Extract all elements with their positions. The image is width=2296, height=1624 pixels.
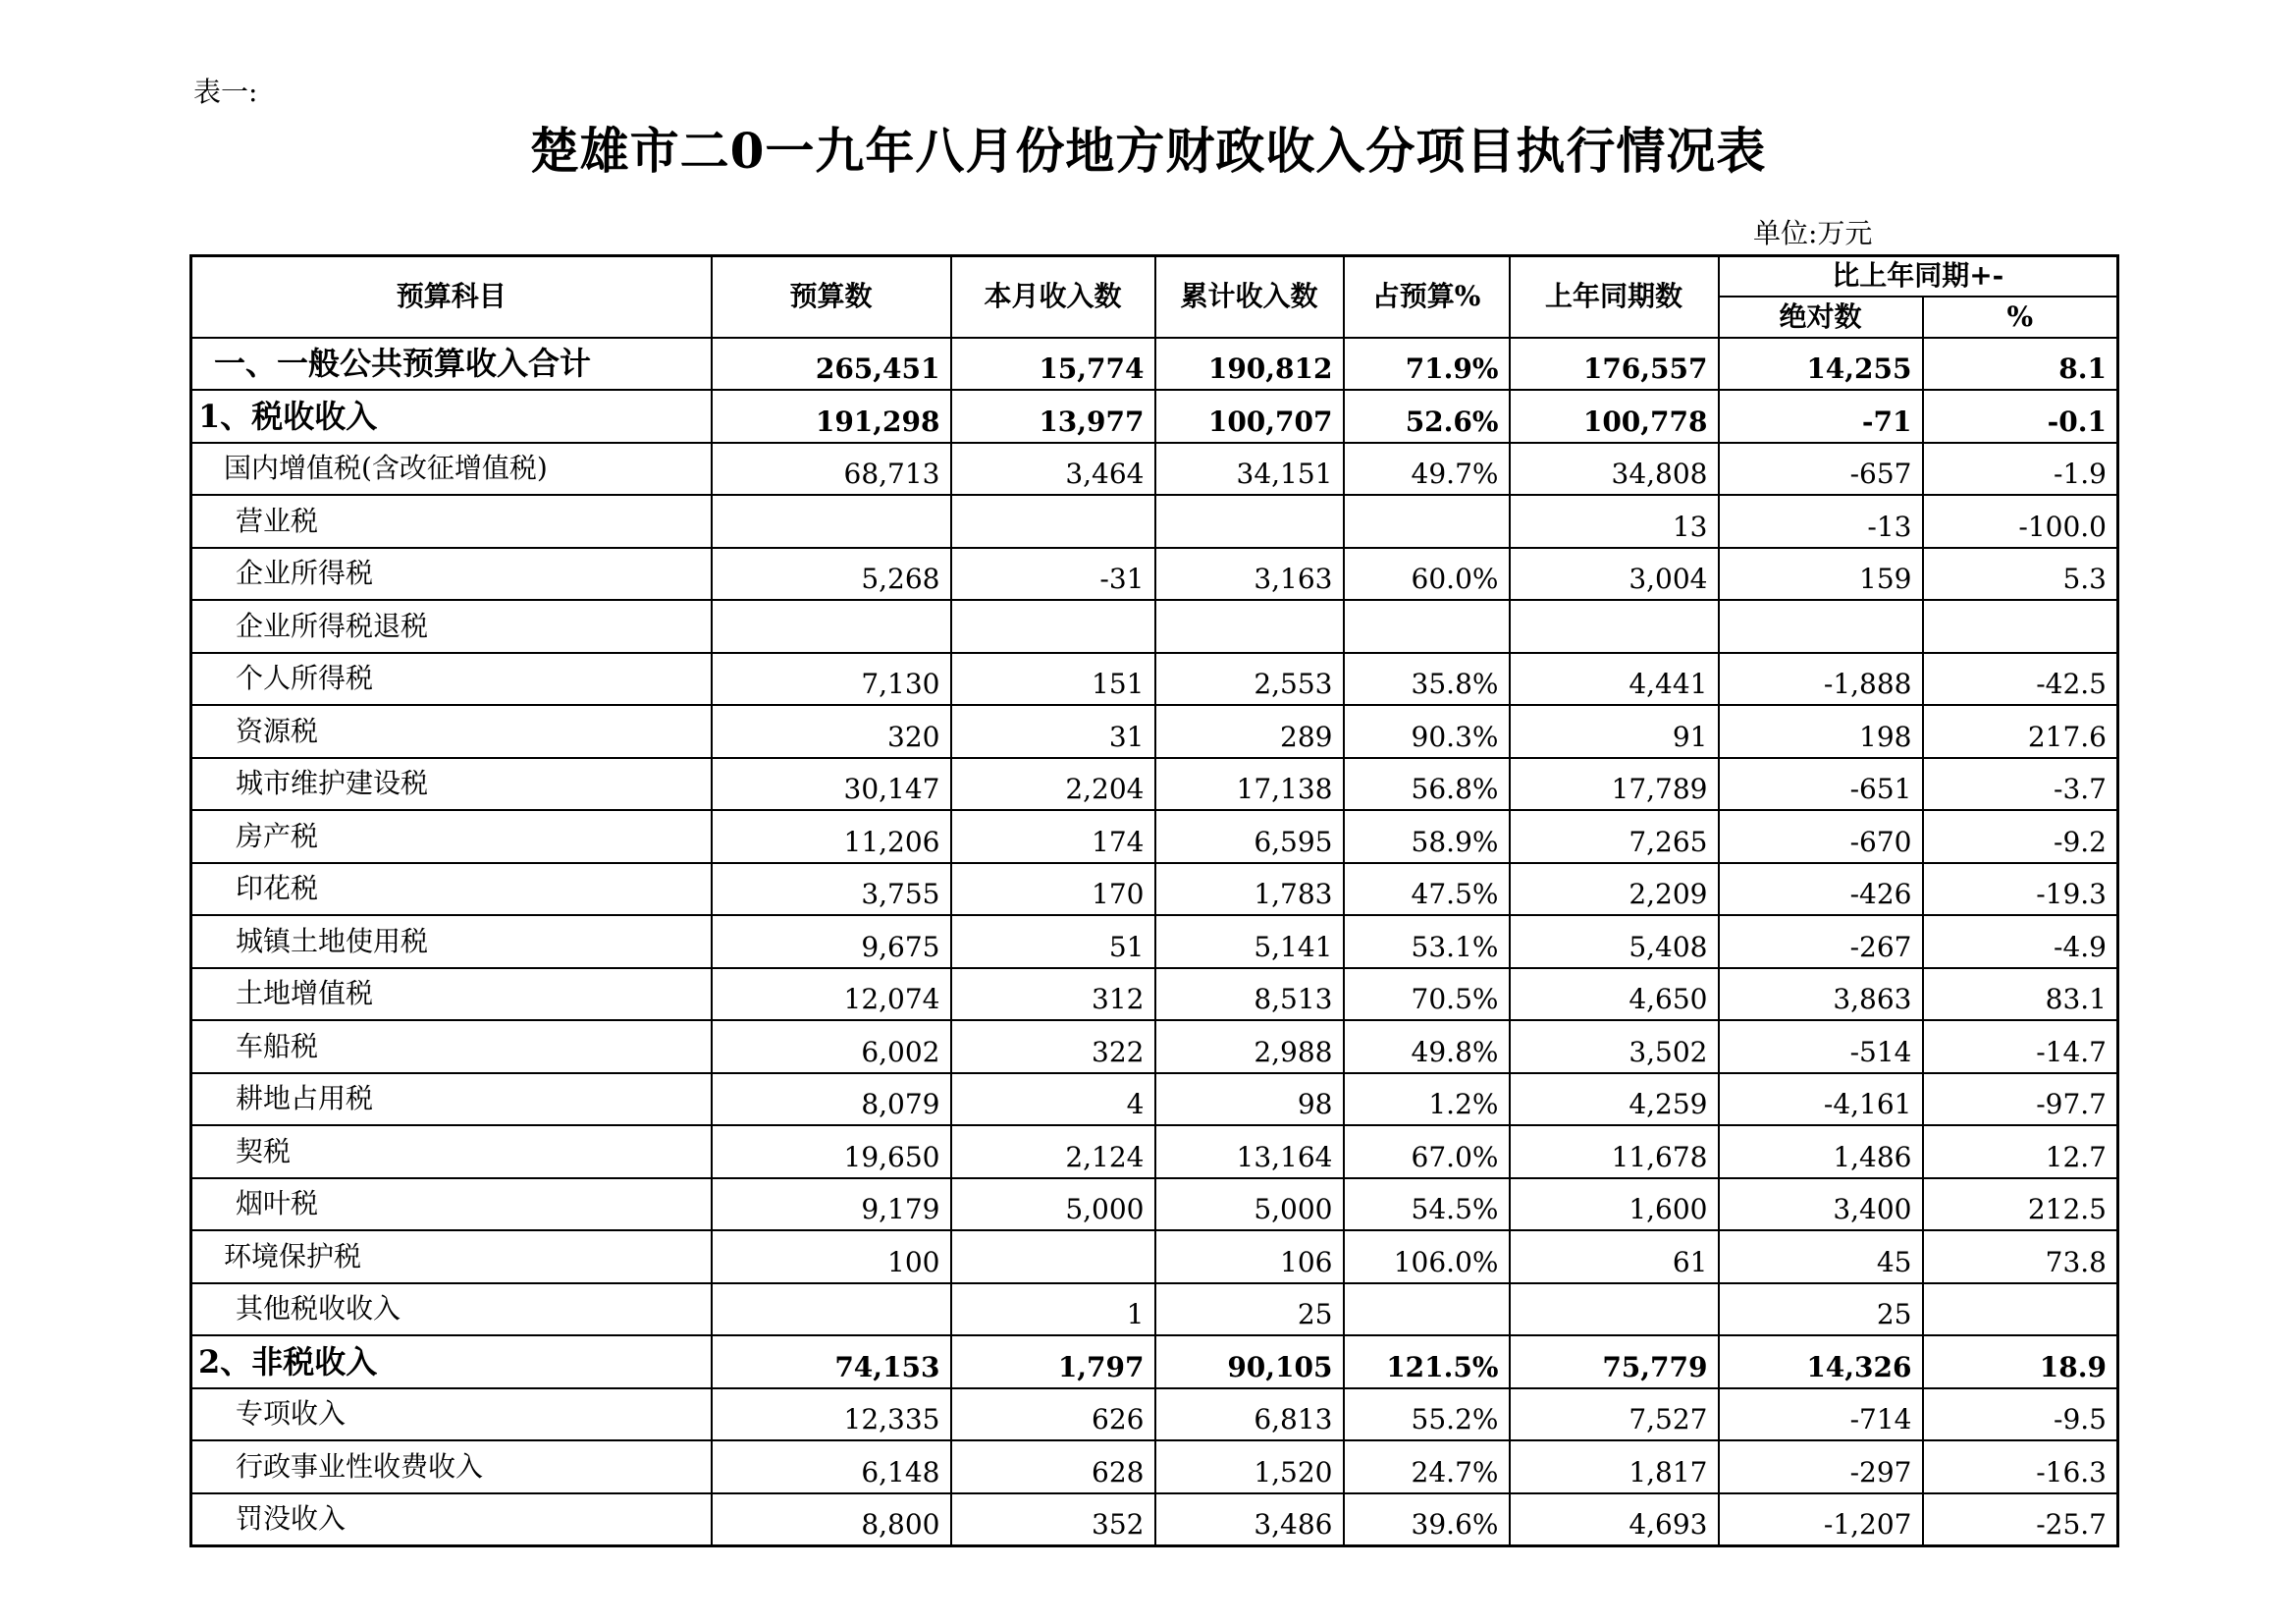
cell-item: 罚没收入 — [191, 1493, 712, 1546]
cell-percent — [1923, 1283, 2118, 1336]
cell-cumulative: 289 — [1155, 705, 1344, 758]
cell-percent: 18.9 — [1923, 1335, 2118, 1388]
cell-month: 1,797 — [951, 1335, 1155, 1388]
cell-prior-year — [1510, 1283, 1719, 1336]
cell-prior-year: 13 — [1510, 495, 1719, 548]
table-row — [191, 1493, 2118, 1546]
cell-budget: 320 — [712, 705, 951, 758]
cell-absolute: -4,161 — [1719, 1073, 1923, 1126]
cell-budget: 19,650 — [712, 1125, 951, 1178]
cell-item: 印花税 — [191, 863, 712, 916]
table-row — [191, 915, 2118, 968]
cell-month — [951, 600, 1155, 653]
cell-cumulative: 2,988 — [1155, 1020, 1344, 1073]
cell-percent: 83.1 — [1923, 968, 2118, 1021]
cell-budget: 9,179 — [712, 1178, 951, 1231]
header-budget: 预算数 — [712, 256, 951, 338]
document-title: 楚雄市二0一九年八月份地方财政收入分项目执行情况表 — [529, 122, 1767, 180]
cell-percent: -16.3 — [1923, 1440, 2118, 1493]
cell-prior-year: 34,808 — [1510, 443, 1719, 496]
table-row — [191, 1178, 2118, 1231]
cell-cumulative: 6,813 — [1155, 1388, 1344, 1441]
cell-pct-budget: 39.6% — [1344, 1493, 1510, 1546]
cell-cumulative: 3,163 — [1155, 548, 1344, 601]
cell-prior-year: 1,817 — [1510, 1440, 1719, 1493]
cell-item: 1、税收收入 — [191, 390, 712, 443]
cell-budget: 6,002 — [712, 1020, 951, 1073]
cell-item: 耕地占用税 — [191, 1073, 712, 1126]
table-row — [191, 1283, 2118, 1336]
cell-cumulative: 6,595 — [1155, 810, 1344, 863]
cell-month — [951, 1230, 1155, 1283]
cell-prior-year: 3,502 — [1510, 1020, 1719, 1073]
cell-absolute — [1719, 600, 1923, 653]
cell-item: 环境保护税 — [191, 1230, 712, 1283]
cell-budget: 30,147 — [712, 758, 951, 811]
table-row — [191, 548, 2118, 601]
cell-pct-budget: 70.5% — [1344, 968, 1510, 1021]
cell-percent: -97.7 — [1923, 1073, 2118, 1126]
cell-pct-budget: 67.0% — [1344, 1125, 1510, 1178]
unit-label: 单位:万元 — [1753, 217, 1873, 249]
cell-budget: 7,130 — [712, 653, 951, 706]
cell-prior-year: 17,789 — [1510, 758, 1719, 811]
cell-item: 土地增值税 — [191, 968, 712, 1021]
cell-prior-year: 4,441 — [1510, 653, 1719, 706]
table-row — [191, 810, 2118, 863]
cell-item: 资源税 — [191, 705, 712, 758]
cell-prior-year: 11,678 — [1510, 1125, 1719, 1178]
cell-absolute: -1,207 — [1719, 1493, 1923, 1546]
cell-item: 车船税 — [191, 1020, 712, 1073]
cell-absolute: 45 — [1719, 1230, 1923, 1283]
cell-month: 13,977 — [951, 390, 1155, 443]
cell-item: 营业税 — [191, 495, 712, 548]
table-row — [191, 653, 2118, 706]
cell-cumulative: 1,520 — [1155, 1440, 1344, 1493]
cell-pct-budget: 1.2% — [1344, 1073, 1510, 1126]
table-row — [191, 968, 2118, 1021]
cell-percent — [1923, 600, 2118, 653]
cell-percent: 73.8 — [1923, 1230, 2118, 1283]
cell-item: 国内增值税(含改征增值税) — [191, 443, 712, 496]
cell-prior-year: 91 — [1510, 705, 1719, 758]
cell-pct-budget — [1344, 1283, 1510, 1336]
cell-percent: 5.3 — [1923, 548, 2118, 601]
table-row — [191, 495, 2118, 548]
cell-absolute: -714 — [1719, 1388, 1923, 1441]
table-row — [191, 1388, 2118, 1441]
cell-percent: -14.7 — [1923, 1020, 2118, 1073]
cell-budget: 9,675 — [712, 915, 951, 968]
cell-cumulative: 98 — [1155, 1073, 1344, 1126]
cell-budget: 6,148 — [712, 1440, 951, 1493]
table-number-label: 表一: — [193, 76, 258, 108]
cell-cumulative: 3,486 — [1155, 1493, 1344, 1546]
cell-cumulative: 13,164 — [1155, 1125, 1344, 1178]
cell-cumulative: 1,783 — [1155, 863, 1344, 916]
cell-percent: 12.7 — [1923, 1125, 2118, 1178]
header-month: 本月收入数 — [951, 256, 1155, 338]
cell-cumulative: 17,138 — [1155, 758, 1344, 811]
cell-absolute: -651 — [1719, 758, 1923, 811]
cell-pct-budget: 49.8% — [1344, 1020, 1510, 1073]
cell-pct-budget: 24.7% — [1344, 1440, 1510, 1493]
header-prior-year: 上年同期数 — [1510, 256, 1719, 338]
cell-absolute: 14,255 — [1719, 338, 1923, 391]
header-pct-budget: 占预算% — [1344, 256, 1510, 338]
cell-cumulative — [1155, 495, 1344, 548]
cell-percent: -1.9 — [1923, 443, 2118, 496]
cell-percent: -9.5 — [1923, 1388, 2118, 1441]
table-row — [191, 338, 2118, 391]
table-body — [191, 338, 2118, 1546]
cell-budget — [712, 495, 951, 548]
cell-prior-year: 3,004 — [1510, 548, 1719, 601]
cell-pct-budget: 53.1% — [1344, 915, 1510, 968]
cell-prior-year: 7,527 — [1510, 1388, 1719, 1441]
cell-percent: -19.3 — [1923, 863, 2118, 916]
table-row — [191, 1125, 2118, 1178]
cell-item: 其他税收收入 — [191, 1283, 712, 1336]
cell-absolute: -71 — [1719, 390, 1923, 443]
cell-budget: 11,206 — [712, 810, 951, 863]
cell-cumulative: 2,553 — [1155, 653, 1344, 706]
cell-absolute: -657 — [1719, 443, 1923, 496]
cell-absolute: 25 — [1719, 1283, 1923, 1336]
cell-budget: 74,153 — [712, 1335, 951, 1388]
header-item: 预算科目 — [191, 256, 712, 338]
cell-pct-budget: 49.7% — [1344, 443, 1510, 496]
cell-month: 626 — [951, 1388, 1155, 1441]
cell-prior-year: 100,778 — [1510, 390, 1719, 443]
cell-prior-year: 4,650 — [1510, 968, 1719, 1021]
table-row — [191, 1020, 2118, 1073]
table-row — [191, 600, 2118, 653]
header-row-top — [191, 256, 2118, 297]
table-row — [191, 1073, 2118, 1126]
cell-month: -31 — [951, 548, 1155, 601]
header-percent: % — [1923, 297, 2118, 338]
cell-cumulative: 25 — [1155, 1283, 1344, 1336]
cell-cumulative: 106 — [1155, 1230, 1344, 1283]
table-row — [191, 705, 2118, 758]
cell-month: 322 — [951, 1020, 1155, 1073]
cell-pct-budget: 121.5% — [1344, 1335, 1510, 1388]
table-row — [191, 1230, 2118, 1283]
cell-pct-budget — [1344, 600, 1510, 653]
header-compare: 比上年同期+- — [1719, 256, 2118, 297]
cell-budget: 100 — [712, 1230, 951, 1283]
cell-prior-year: 5,408 — [1510, 915, 1719, 968]
cell-item: 企业所得税 — [191, 548, 712, 601]
cell-percent: -0.1 — [1923, 390, 2118, 443]
cell-month: 15,774 — [951, 338, 1155, 391]
cell-cumulative: 34,151 — [1155, 443, 1344, 496]
cell-month: 2,204 — [951, 758, 1155, 811]
cell-absolute: 159 — [1719, 548, 1923, 601]
cell-cumulative: 5,000 — [1155, 1178, 1344, 1231]
cell-item: 一、一般公共预算收入合计 — [191, 338, 712, 391]
cell-prior-year: 7,265 — [1510, 810, 1719, 863]
cell-absolute: -1,888 — [1719, 653, 1923, 706]
table-header — [191, 256, 2118, 338]
cell-item: 烟叶税 — [191, 1178, 712, 1231]
cell-prior-year: 61 — [1510, 1230, 1719, 1283]
cell-item: 城市维护建设税 — [191, 758, 712, 811]
cell-absolute: 3,400 — [1719, 1178, 1923, 1231]
cell-month: 3,464 — [951, 443, 1155, 496]
cell-budget: 191,298 — [712, 390, 951, 443]
cell-budget: 8,800 — [712, 1493, 951, 1546]
cell-month: 352 — [951, 1493, 1155, 1546]
cell-absolute: 3,863 — [1719, 968, 1923, 1021]
cell-budget: 8,079 — [712, 1073, 951, 1126]
cell-month: 1 — [951, 1283, 1155, 1336]
cell-budget: 265,451 — [712, 338, 951, 391]
cell-percent: 8.1 — [1923, 338, 2118, 391]
cell-pct-budget: 56.8% — [1344, 758, 1510, 811]
cell-item: 城镇土地使用税 — [191, 915, 712, 968]
cell-percent: -100.0 — [1923, 495, 2118, 548]
cell-pct-budget: 54.5% — [1344, 1178, 1510, 1231]
table-row — [191, 863, 2118, 916]
cell-month: 170 — [951, 863, 1155, 916]
cell-absolute: 198 — [1719, 705, 1923, 758]
cell-percent: -9.2 — [1923, 810, 2118, 863]
header-cumulative: 累计收入数 — [1155, 256, 1344, 338]
cell-prior-year: 4,259 — [1510, 1073, 1719, 1126]
cell-pct-budget: 47.5% — [1344, 863, 1510, 916]
cell-pct-budget: 106.0% — [1344, 1230, 1510, 1283]
cell-month: 5,000 — [951, 1178, 1155, 1231]
table-row — [191, 390, 2118, 443]
header-absolute: 绝对数 — [1719, 297, 1923, 338]
cell-budget — [712, 600, 951, 653]
cell-pct-budget: 60.0% — [1344, 548, 1510, 601]
table-row — [191, 443, 2118, 496]
cell-percent: -3.7 — [1923, 758, 2118, 811]
cell-month: 174 — [951, 810, 1155, 863]
cell-item: 企业所得税退税 — [191, 600, 712, 653]
cell-item: 专项收入 — [191, 1388, 712, 1441]
cell-absolute: -670 — [1719, 810, 1923, 863]
cell-month: 2,124 — [951, 1125, 1155, 1178]
cell-prior-year: 75,779 — [1510, 1335, 1719, 1388]
cell-pct-budget: 35.8% — [1344, 653, 1510, 706]
cell-prior-year — [1510, 600, 1719, 653]
cell-budget — [712, 1283, 951, 1336]
cell-item: 契税 — [191, 1125, 712, 1178]
table-row — [191, 1440, 2118, 1493]
cell-cumulative: 8,513 — [1155, 968, 1344, 1021]
cell-budget: 5,268 — [712, 548, 951, 601]
cell-absolute: -13 — [1719, 495, 1923, 548]
revenue-table — [189, 254, 2119, 1547]
cell-pct-budget: 71.9% — [1344, 338, 1510, 391]
cell-item: 2、非税收入 — [191, 1335, 712, 1388]
cell-month: 628 — [951, 1440, 1155, 1493]
cell-pct-budget: 55.2% — [1344, 1388, 1510, 1441]
cell-percent: -25.7 — [1923, 1493, 2118, 1546]
cell-percent: -4.9 — [1923, 915, 2118, 968]
cell-item: 个人所得税 — [191, 653, 712, 706]
cell-absolute: -297 — [1719, 1440, 1923, 1493]
cell-budget: 68,713 — [712, 443, 951, 496]
cell-budget: 12,335 — [712, 1388, 951, 1441]
cell-prior-year: 4,693 — [1510, 1493, 1719, 1546]
cell-item: 行政事业性收费收入 — [191, 1440, 712, 1493]
cell-pct-budget: 58.9% — [1344, 810, 1510, 863]
cell-prior-year: 1,600 — [1510, 1178, 1719, 1231]
cell-cumulative: 100,707 — [1155, 390, 1344, 443]
cell-month — [951, 495, 1155, 548]
cell-pct-budget: 90.3% — [1344, 705, 1510, 758]
cell-month: 31 — [951, 705, 1155, 758]
cell-item: 房产税 — [191, 810, 712, 863]
cell-cumulative: 190,812 — [1155, 338, 1344, 391]
cell-prior-year: 2,209 — [1510, 863, 1719, 916]
cell-absolute: -514 — [1719, 1020, 1923, 1073]
cell-absolute: 1,486 — [1719, 1125, 1923, 1178]
cell-prior-year: 176,557 — [1510, 338, 1719, 391]
cell-month: 151 — [951, 653, 1155, 706]
cell-cumulative: 90,105 — [1155, 1335, 1344, 1388]
cell-absolute: -426 — [1719, 863, 1923, 916]
table-row — [191, 758, 2118, 811]
cell-percent: -42.5 — [1923, 653, 2118, 706]
cell-pct-budget: 52.6% — [1344, 390, 1510, 443]
cell-budget: 3,755 — [712, 863, 951, 916]
cell-percent: 212.5 — [1923, 1178, 2118, 1231]
cell-pct-budget — [1344, 495, 1510, 548]
cell-absolute: 14,326 — [1719, 1335, 1923, 1388]
cell-month: 312 — [951, 968, 1155, 1021]
cell-cumulative: 5,141 — [1155, 915, 1344, 968]
cell-month: 51 — [951, 915, 1155, 968]
table-row — [191, 1335, 2118, 1388]
cell-percent: 217.6 — [1923, 705, 2118, 758]
cell-budget: 12,074 — [712, 968, 951, 1021]
cell-absolute: -267 — [1719, 915, 1923, 968]
cell-cumulative — [1155, 600, 1344, 653]
cell-month: 4 — [951, 1073, 1155, 1126]
